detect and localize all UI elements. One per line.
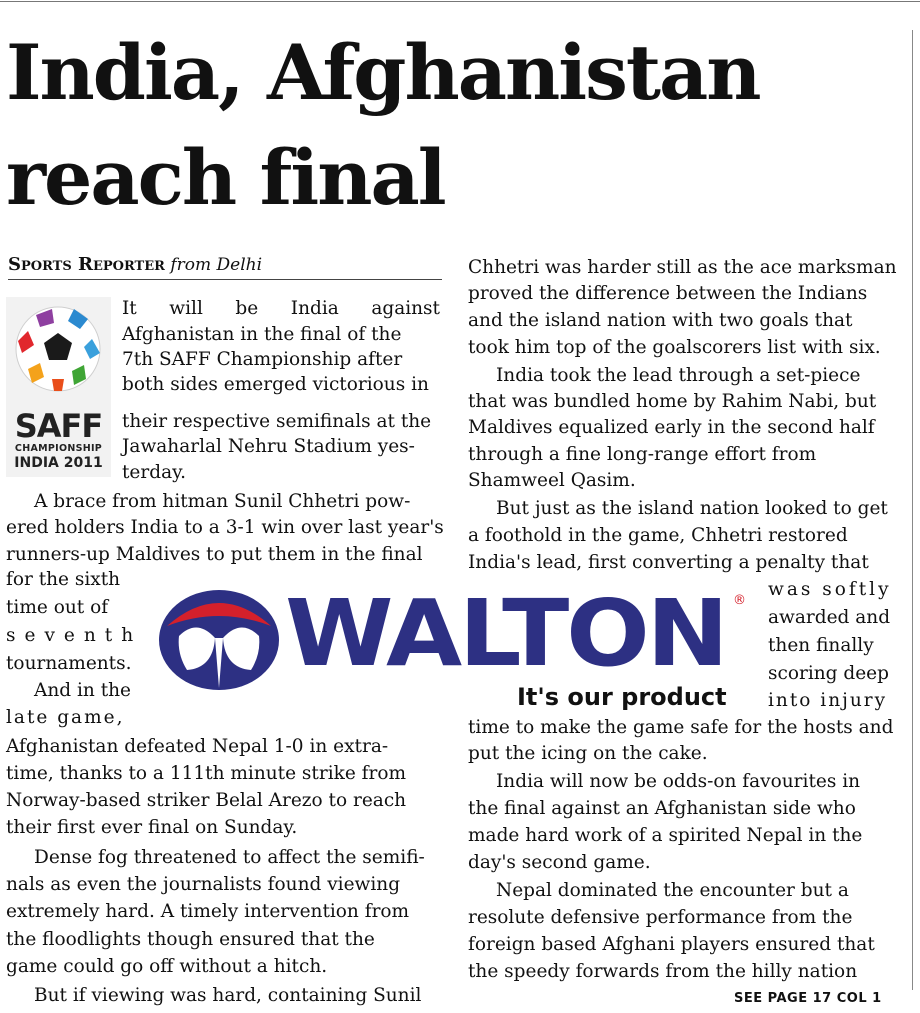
article-line: foreign based Afghani players ensured that	[468, 934, 875, 955]
article-line: Nepal dominated the encounter but a	[496, 880, 849, 901]
article-line: time, thanks to a 111th minute strike from	[6, 763, 407, 784]
registered-mark: ®	[733, 593, 746, 608]
article-line: resolute defensive performance from the	[468, 907, 853, 928]
article-line: a foothold in the game, Chhetri restored	[468, 525, 848, 546]
column-rule	[912, 30, 913, 990]
article-line: their first ever final on Sunday.	[6, 817, 298, 838]
article-line: Afghanistan defeated Nepal 1-0 in extra-	[6, 736, 389, 757]
article-line: But just as the island nation looked to get	[496, 498, 888, 519]
continued-on-page: SEE PAGE 17 COL 1	[734, 991, 882, 1006]
article-line: nals as even the journalists found viewing	[6, 874, 401, 895]
article-line: India will now be odds-on favourites in	[496, 771, 861, 792]
walton-tagline: It's our product	[517, 683, 727, 711]
article-line: the floodlights though ensured that the	[6, 929, 375, 950]
article-line: into injury	[768, 690, 888, 711]
article-line: 7th SAFF Championship after	[122, 349, 403, 370]
article-line: for the sixth	[6, 569, 121, 590]
walton-logo-icon	[157, 588, 282, 693]
article-line: time to make the game safe for the hosts and	[468, 717, 894, 738]
article-line: the final against an Afghanistan side who	[468, 798, 856, 819]
top-rule	[0, 1, 920, 2]
article-line: took him top of the goalscorers list with six.	[468, 337, 881, 358]
article-line: terday.	[122, 462, 186, 483]
article-line: game could go off without a hitch.	[6, 956, 328, 977]
saff-logo-subtitle: CHAMPIONSHIP	[14, 443, 103, 454]
article-line: time out of	[6, 597, 109, 618]
article-line: and the island nation with two goals that	[468, 310, 853, 331]
article-line: that was bundled home by Rahim Nabi, but	[468, 391, 877, 412]
article-line: A brace from hitman Sunil Chhetri pow-	[34, 491, 411, 512]
article-line: And in the	[34, 680, 132, 701]
article-line: late game,	[6, 707, 125, 728]
article-line: India took the lead through a set-piece	[496, 365, 861, 386]
article-line: made hard work of a spirited Nepal in the	[468, 825, 863, 846]
article-line: Maldives equalized early in the second half	[468, 417, 875, 438]
article-line: ered holders India to a 3-1 win over last year's	[6, 517, 444, 538]
article-line: awarded and	[768, 607, 891, 628]
saff-logo-year: INDIA 2011	[14, 455, 103, 471]
article-line: tournaments.	[6, 653, 132, 674]
article-line: the speedy forwards from the hilly nation	[468, 961, 858, 982]
article-line: Dense fog threatened to affect the semifi-	[34, 847, 425, 868]
article-line: day's second game.	[468, 852, 651, 873]
article-line: Afghanistan in the final of the	[122, 324, 402, 345]
football-icon	[6, 297, 111, 407]
article-line: scoring deep	[768, 663, 889, 684]
article-line: India's lead, first converting a penalty that	[468, 552, 869, 573]
article-line: then finally	[768, 635, 874, 656]
article-line: Shamweel Qasim.	[468, 470, 636, 491]
article-line: both sides emerged victorious in	[122, 374, 429, 395]
byline-location: from Delhi	[170, 255, 263, 275]
article-line: But if viewing was hard, containing Sunil	[34, 985, 422, 1006]
article-line: Norway-based striker Belal Arezo to reach	[6, 790, 407, 811]
walton-brand: WALTON	[285, 580, 726, 687]
headline-line-1: India, Afghanistan	[6, 28, 760, 117]
byline-reporter: Sports Reporter	[8, 254, 165, 275]
article-line: proved the difference between the Indians	[468, 283, 868, 304]
article-line: runners-up Maldives to put them in the final	[6, 544, 423, 565]
article-line: seventh	[6, 625, 143, 646]
article-line: was softly	[768, 579, 892, 600]
byline	[8, 254, 442, 280]
saff-logo-title: SAFF	[14, 407, 103, 445]
article-line: their respective semifinals at the	[122, 411, 432, 432]
article-line: It will be India against	[122, 298, 440, 319]
article-line: Chhetri was harder still as the ace marksman	[468, 257, 897, 278]
article-line: Jawaharlal Nehru Stadium yes-	[122, 436, 415, 457]
article-line: put the icing on the cake.	[468, 743, 708, 764]
headline-line-2: reach final	[6, 133, 445, 222]
saff-logo	[6, 297, 111, 477]
article-line: through a fine long-range effort from	[468, 444, 817, 465]
article-line: extremely hard. A timely intervention from	[6, 901, 410, 922]
walton-advertisement	[155, 580, 755, 715]
